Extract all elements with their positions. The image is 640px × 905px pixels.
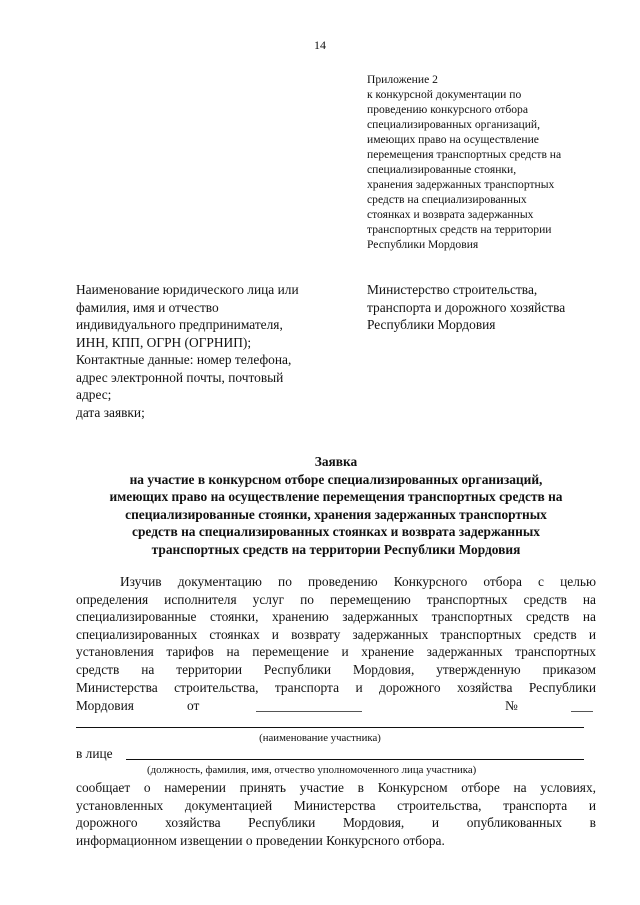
in-person-row (76, 745, 586, 763)
title-line: специализированные стоянки, хранения задержанных транспортных (125, 506, 547, 522)
paragraph-line: сообщает о намерении принять участие в Конкурсном отборе на условиях, (76, 780, 596, 795)
in-person-label: в лице (76, 746, 113, 761)
participant-name-field[interactable] (76, 727, 584, 728)
applicant-line: ИНН, КПП, ОГРН (ОГРНИП); (76, 334, 252, 350)
paragraph-line: специализированных стоянках и возврату задержанных транспортных средств и (76, 626, 596, 642)
paragraph-line: специализированные стоянки, хранению задержанных транспортных средств на (76, 609, 596, 625)
authorized-person-field[interactable] (126, 759, 584, 760)
paragraph-line: дорожного хозяйства Республики Мордовия, и опубликованных в (76, 815, 596, 831)
order-date-field[interactable] (256, 711, 362, 712)
appendix-line: проведению конкурсного отбора (367, 103, 528, 116)
order-number-field[interactable] (571, 711, 593, 712)
ministry-line: Республики Мордовия (367, 317, 496, 332)
title-line: транспортных средств на территории Республики Мордовия (151, 541, 521, 557)
ministry-line: транспорта и дорожного хозяйства (367, 299, 566, 315)
paragraph-line: средств на территории Республики Мордовия, утвержденную приказом (76, 661, 596, 677)
title-line: на участие в конкурсном отборе специализированных организаций, (129, 471, 543, 487)
applicant-line: Наименование юридического лица или (76, 282, 299, 297)
applicant-line: Контактные данные: номер телефона, (76, 352, 292, 367)
applicant-line: дата заявки; (76, 404, 145, 420)
appendix-line: специализированных организаций, (367, 118, 541, 131)
title-line: средств на специализированных стоянках и возврата задержанных (132, 524, 540, 540)
applicant-line: адрес электронной почты, почтовый (76, 369, 284, 385)
appendix-line: средств на специализированных (367, 193, 527, 206)
page-number: 14 (314, 38, 326, 52)
appendix-line: хранения задержанных транспортных (367, 178, 555, 191)
order-date-row (76, 697, 596, 715)
addressee-ministry (367, 281, 627, 334)
participant-name-caption: (наименование участника) (259, 732, 381, 744)
paragraph-line: установленных документацией Министерства строительства, транспорта и (76, 797, 596, 813)
paragraph-line: Изучив документацию по проведению Конкурсного отбора с целью (120, 574, 596, 589)
appendix-line: стоянках и возврата задержанных (367, 208, 534, 221)
paragraph-line: установления тарифов на перемещение и хранение задержанных транспортных (76, 644, 596, 660)
intent-paragraph (76, 779, 596, 849)
authorized-person-caption: (должность, фамилия, имя, отчество уполномоченного лица участника) (147, 764, 477, 776)
from-label: от (187, 698, 200, 713)
region-word: Мордовия (76, 698, 134, 713)
paragraph-line: информационном извещении о проведении Конкурсного отбора. (76, 832, 445, 848)
appendix-line: к конкурсной документации по (367, 88, 522, 101)
number-sign: № (505, 698, 518, 713)
applicant-line: фамилия, имя и отчество (76, 299, 219, 315)
intro-paragraph (76, 573, 596, 696)
appendix-line: Приложение 2 (367, 73, 438, 86)
applicant-line: адрес; (76, 387, 112, 402)
paragraph-line: определения исполнителя услуг по перемещению транспортных средств на (76, 591, 596, 607)
appendix-line: перемещения транспортных средств на (367, 148, 562, 161)
appendix-line: имеющих право на осуществление (367, 133, 539, 146)
title-line: имеющих право на осуществление перемещения транспортных средств на (109, 489, 563, 505)
title-line: Заявка (314, 454, 358, 469)
application-title (76, 453, 596, 559)
appendix-line: Республики Мордовия (367, 238, 479, 251)
paragraph-line: Министерства строительства, транспорта и дорожного хозяйства Республики (76, 679, 596, 695)
ministry-line: Министерство строительства, (367, 282, 538, 297)
appendix-line: транспортных средств на территории (367, 223, 552, 236)
applicant-line: индивидуального предпринимателя, (76, 317, 283, 332)
appendix-line: специализированные стоянки, (367, 163, 517, 176)
appendix-header (367, 72, 617, 252)
applicant-details (76, 281, 346, 421)
